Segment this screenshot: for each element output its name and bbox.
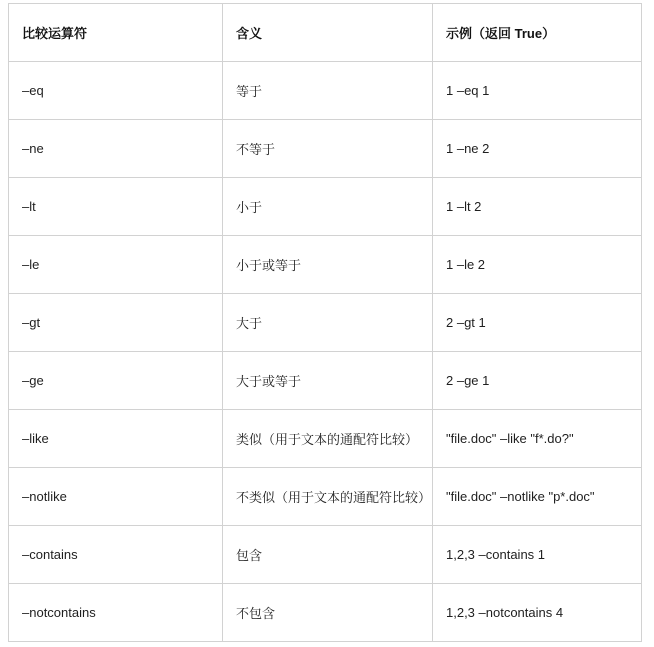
table-row: [9, 352, 642, 410]
meaning-cell: 小于或等于: [223, 236, 433, 294]
operator-cell: –like: [9, 410, 223, 468]
example-cell: "file.doc" –notlike "p*.doc": [433, 468, 642, 526]
example-cell: 1 –le 2: [433, 236, 642, 294]
table-row: [9, 468, 642, 526]
table-header: [9, 4, 642, 62]
meaning-cell: 类似（用于文本的通配符比较）: [223, 410, 433, 468]
meaning-cell: 等于: [223, 62, 433, 120]
meaning-cell: 小于: [223, 178, 433, 236]
operator-cell: –gt: [9, 294, 223, 352]
meaning-cell: 不包含: [223, 584, 433, 642]
example-cell: 1,2,3 –notcontains 4: [433, 584, 642, 642]
meaning-cell: 不类似（用于文本的通配符比较）: [223, 468, 433, 526]
example-cell: 2 –ge 1: [433, 352, 642, 410]
table-row: [9, 62, 642, 120]
example-cell: 1 –lt 2: [433, 178, 642, 236]
operator-cell: –ne: [9, 120, 223, 178]
meaning-cell: 大于: [223, 294, 433, 352]
header-row: [9, 4, 642, 62]
meaning-cell: 不等于: [223, 120, 433, 178]
table-row: [9, 236, 642, 294]
meaning-cell: 大于或等于: [223, 352, 433, 410]
table-row: [9, 178, 642, 236]
example-cell: 1 –ne 2: [433, 120, 642, 178]
comparison-operators-table: [8, 3, 642, 642]
table-row: [9, 120, 642, 178]
table-row: [9, 294, 642, 352]
operator-cell: –le: [9, 236, 223, 294]
example-cell: 1,2,3 –contains 1: [433, 526, 642, 584]
example-cell: "file.doc" –like "f*.do?": [433, 410, 642, 468]
operator-cell: –notcontains: [9, 584, 223, 642]
header-operator: 比较运算符: [9, 4, 223, 62]
operator-cell: –contains: [9, 526, 223, 584]
operator-cell: –ge: [9, 352, 223, 410]
comparison-operators-table-container: [8, 3, 641, 642]
table-row: [9, 526, 642, 584]
meaning-cell: 包含: [223, 526, 433, 584]
header-example: 示例（返回 True）: [433, 4, 642, 62]
example-cell: 1 –eq 1: [433, 62, 642, 120]
table-row: [9, 584, 642, 642]
table-row: [9, 410, 642, 468]
operator-cell: –lt: [9, 178, 223, 236]
example-cell: 2 –gt 1: [433, 294, 642, 352]
operator-cell: –eq: [9, 62, 223, 120]
header-meaning: 含义: [223, 4, 433, 62]
table-body: [9, 62, 642, 642]
operator-cell: –notlike: [9, 468, 223, 526]
